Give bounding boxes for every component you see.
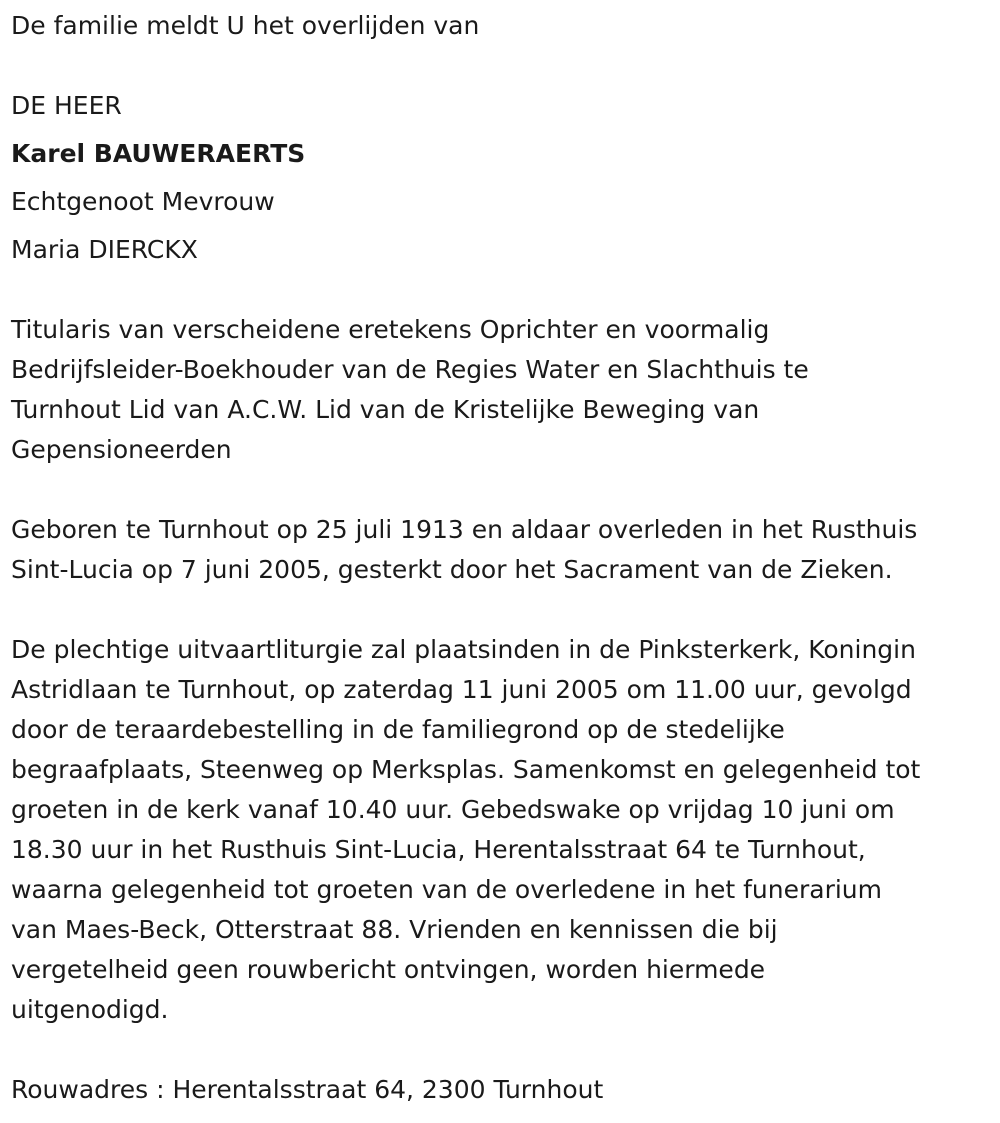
deceased-name: Karel BAUWERAERTS [11,139,306,168]
paragraph-line: van Maes-Beck, Otterstraat 88. Vrienden en kennissen die bij [11,915,778,944]
paragraph-line: groeten in de kerk vanaf 10.40 uur. Gebedswake op vrijdag 10 juni om [11,795,895,824]
paragraph-line: Geboren te Turnhout op 25 juli 1913 en aldaar overleden in het Rusthuis [11,515,918,544]
paragraph-line: door de teraardebestelling in de familiegrond op de stedelijke [11,715,785,744]
honorific: DE HEER [11,91,122,120]
spouse-line-1: Echtgenoot Mevrouw [11,187,275,216]
address-line: Rouwadres : Herentalsstraat 64, 2300 Turnhout [11,1075,604,1104]
paragraph-line: begraafplaats, Steenweg op Merksplas. Samenkomst en gelegenheid tot [11,755,921,784]
paragraph-line: De plechtige uitvaartliturgie zal plaatsinden in de Pinksterkerk, Koningin [11,635,916,664]
paragraph-line: Sint-Lucia op 7 juni 2005, gesterkt door het Sacrament van de Zieken. [11,555,893,584]
paragraph-line: Bedrijfsleider-Boekhouder van de Regies Water en Slachthuis te [11,355,809,384]
titles-paragraph [11,310,809,470]
intro-text: De familie meldt U het overlijden van [11,11,480,40]
paragraph-line: Titularis van verscheidene eretekens Oprichter en voormalig [11,315,770,344]
paragraph-line: Astridlaan te Turnhout, op zaterdag 11 juni 2005 om 11.00 uur, gevolgd [11,675,912,704]
paragraph-line: uitgenodigd. [11,995,169,1024]
paragraph-line: Gepensioneerden [11,435,232,464]
paragraph-line: waarna gelegenheid tot groeten van de overledene in het funerarium [11,875,882,904]
mourning-address [11,1070,603,1110]
spouse-line-2: Maria DIERCKX [11,235,198,264]
paragraph-line: Turnhout Lid van A.C.W. Lid van de Kristelijke Beweging van [11,395,760,424]
paragraph-line: 18.30 uur in het Rusthuis Sint-Lucia, Herentalsstraat 64 te Turnhout, [11,835,866,864]
paragraph-line: vergetelheid geen rouwbericht ontvingen, worden hiermede [11,955,766,984]
birth-death-paragraph [11,510,917,590]
funeral-paragraph [11,630,920,1030]
